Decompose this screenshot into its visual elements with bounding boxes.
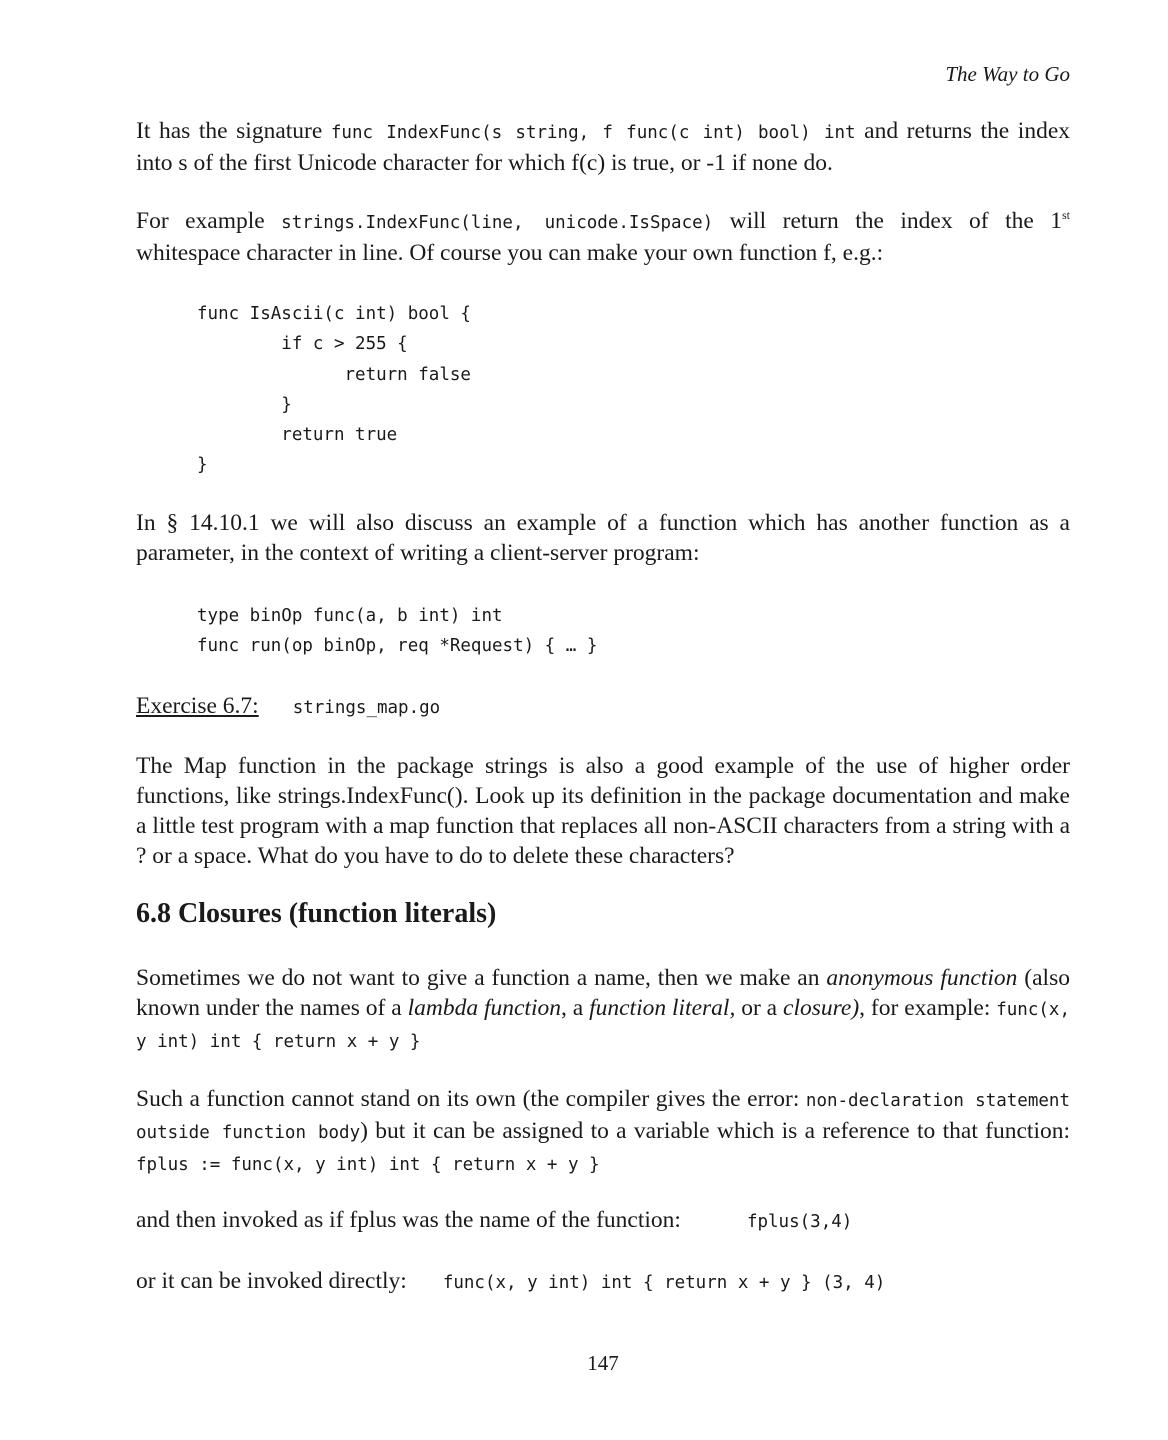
inline-code: func(x, y int) int { return x + y } [136, 1000, 1070, 1052]
exercise-line [136, 691, 440, 723]
section-heading: 6.8 Closures (function literals) [136, 898, 497, 929]
inline-code: func IndexFunc(s string, f func(c int) bool) int [330, 123, 856, 143]
inline-code: func(x, y int) int { return x + y } (3, 4) [442, 1273, 886, 1293]
paragraph-assign-closure: Such a function cannot stand on its own (the compiler gives the error: non-declaration statement outside function body) but it can be assigned to a variable which is a reference to that function: fplus := func(x, y int) int { return x + y } [136, 1086, 1070, 1175]
code-block-isascii: func IsAscii(c int) bool { if c > 255 { return false } return true } [197, 304, 471, 476]
exercise-filename: strings_map.go [292, 698, 441, 718]
inline-code: fplus(3,4) [746, 1212, 853, 1232]
inline-code: non-declaration statement outside function body [136, 1091, 1070, 1143]
line-invoke-by-name: and then invoked as if fplus was the name of the function: fplus(3,4) [136, 1207, 853, 1233]
paragraph-indexfunc-signature: It has the signature func IndexFunc(s string, f func(c int) bool) int and returns the index into s of the first Unicode character for which f(c) is true, or -1 if none do. [136, 118, 1071, 176]
page-number: 147 [587, 1351, 619, 1375]
inline-code: strings.IndexFunc(line, unicode.IsSpace) [281, 213, 714, 233]
running-header: The Way to Go [945, 62, 1070, 86]
paragraph-map-exercise: The Map function in the package strings is also a good example of the use of higher order functions, like strings.IndexFunc(). Look up its definition in the package documentation and make a little test program with a map function that replaces all non-ASCII characters from a string with a ? or a space. What do you have to do to delete these characters? [136, 753, 1070, 869]
code-block-binop: type binOp func(a, b int) int func run(op binOp, req *Request) { … } [197, 606, 598, 657]
inline-code: fplus := func(x, y int) int { return x + y } [136, 1155, 600, 1175]
paragraph-indexfunc-example: For example strings.IndexFunc(line, unicode.IsSpace) will return the index of the 1st whitespace character in line. Of course you can make your own function f, e.g.: [136, 208, 1070, 266]
line-invoke-directly: or it can be invoked directly: func(x, y int) int { return x + y } (3, 4) [136, 1268, 886, 1294]
paragraph-client-server: In § 14.10.1 we will also discuss an example of a function which has another function as a parameter, in the context of writing a client-server program: [136, 510, 1070, 566]
exercise-label: Exercise 6.7: [136, 693, 259, 719]
paragraph-anonymous-function: Sometimes we do not want to give a function a name, then we make an anonymous function (also known under the names of a lambda function, a function literal, or a closure), for example: func(x, y int) int { return x + y } [136, 965, 1070, 1052]
